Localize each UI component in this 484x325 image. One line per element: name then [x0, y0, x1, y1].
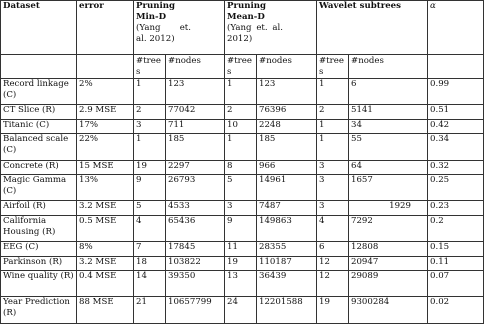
cell-mean-nodes: 76396 — [257, 105, 317, 119]
table-row — [1, 271, 484, 297]
cell-error: 88 MSE — [77, 297, 134, 324]
header-alpha: α — [428, 1, 484, 55]
cell-error: 15 MSE — [77, 160, 134, 174]
cell-mean-nodes: 28355 — [257, 242, 317, 256]
table-row — [1, 105, 484, 119]
min-d-ref-1: (Yang et. — [136, 23, 191, 33]
cell-mean-trees: 5 — [225, 175, 257, 201]
cell-mean-nodes: 14961 — [257, 175, 317, 201]
cell-min-nodes: 123 — [166, 79, 225, 105]
cell-error: 8% — [77, 242, 134, 256]
cell-wav-trees: 4 — [317, 215, 349, 241]
cell-dataset: Wine quality (R) — [1, 271, 77, 297]
subheader-empty-dataset — [1, 55, 77, 79]
cell-min-nodes: 26793 — [166, 175, 225, 201]
min-d-ref-2: al. 2012) — [136, 34, 175, 44]
mean-d-ref-1: (Yang et. al. — [227, 23, 283, 33]
cell-mean-nodes: 110187 — [257, 256, 317, 270]
min-d-title-1: Pruning — [136, 1, 176, 11]
table-row — [1, 175, 484, 201]
cell-min-nodes: 4533 — [166, 201, 225, 215]
cell-dataset: Year Prediction (R) — [1, 297, 77, 324]
cell-mean-trees: 13 — [225, 271, 257, 297]
cell-wav-trees: 2 — [317, 105, 349, 119]
header-dataset: Dataset — [1, 1, 77, 55]
cell-min-trees: 7 — [134, 242, 166, 256]
header-error: error — [77, 1, 134, 55]
cell-min-trees: 3 — [134, 119, 166, 133]
cell-wav-nodes: 12808 — [349, 242, 428, 256]
cell-mean-trees: 2 — [225, 105, 257, 119]
cell-dataset: Balanced scale (C) — [1, 134, 77, 160]
cell-wav-nodes: 5141 — [349, 105, 428, 119]
mean-d-title-2: Mean-D — [227, 12, 265, 22]
cell-wav-nodes: 29089 — [349, 271, 428, 297]
cell-alpha: 0.51 — [428, 105, 484, 119]
header-wavelet-subtrees: Wavelet subtrees — [317, 1, 428, 55]
subheader-mean-nodes: #nodes — [257, 55, 317, 79]
cell-error: 2.9 MSE — [77, 105, 134, 119]
cell-dataset: Record linkage (C) — [1, 79, 77, 105]
cell-mean-nodes: 966 — [257, 160, 317, 174]
cell-alpha: 0.11 — [428, 256, 484, 270]
cell-mean-trees: 8 — [225, 160, 257, 174]
cell-mean-trees: 1 — [225, 79, 257, 105]
cell-wav-nodes: 7292 — [349, 215, 428, 241]
cell-mean-nodes: 185 — [257, 134, 317, 160]
cell-wav-trees: 12 — [317, 271, 349, 297]
cell-dataset: Airfoil (R) — [1, 201, 77, 215]
header-pruning-min-d — [134, 1, 225, 55]
cell-min-trees: 18 — [134, 256, 166, 270]
cell-mean-nodes: 123 — [257, 79, 317, 105]
cell-wav-nodes: 9300284 — [349, 297, 428, 324]
cell-min-nodes: 103822 — [166, 256, 225, 270]
subheader-mean-trees: #trees — [225, 55, 257, 79]
cell-mean-nodes: 36439 — [257, 271, 317, 297]
subheader-wav-trees: #trees — [317, 55, 349, 79]
cell-min-nodes: 39350 — [166, 271, 225, 297]
table-row — [1, 134, 484, 160]
cell-alpha: 0.02 — [428, 297, 484, 324]
cell-mean-nodes: 149863 — [257, 215, 317, 241]
table-header — [1, 1, 484, 79]
cell-wav-nodes: 6 — [349, 79, 428, 105]
cell-mean-trees: 19 — [225, 256, 257, 270]
cell-error: 2% — [77, 79, 134, 105]
cell-alpha: 0.32 — [428, 160, 484, 174]
subheader-min-trees: #trees — [134, 55, 166, 79]
mean-d-title-1: Pruning — [227, 1, 267, 11]
cell-min-nodes: 17845 — [166, 242, 225, 256]
cell-error: 0.4 MSE — [77, 271, 134, 297]
cell-wav-nodes: 55 — [349, 134, 428, 160]
cell-error: 3.2 MSE — [77, 256, 134, 270]
table-body — [1, 79, 484, 324]
cell-error: 22% — [77, 134, 134, 160]
cell-mean-nodes: 2248 — [257, 119, 317, 133]
cell-min-trees: 1 — [134, 134, 166, 160]
cell-wav-trees: 3 — [317, 175, 349, 201]
cell-error: 0.5 MSE — [77, 215, 134, 241]
cell-alpha: 0.34 — [428, 134, 484, 160]
cell-alpha: 0.07 — [428, 271, 484, 297]
cell-alpha: 0.23 — [428, 201, 484, 215]
cell-min-trees: 14 — [134, 271, 166, 297]
table-row — [1, 215, 484, 241]
cell-dataset: EEG (C) — [1, 242, 77, 256]
cell-min-nodes: 711 — [166, 119, 225, 133]
cell-error: 3.2 MSE — [77, 201, 134, 215]
cell-alpha: 0.2 — [428, 215, 484, 241]
cell-dataset: CT Slice (R) — [1, 105, 77, 119]
cell-dataset: Parkinson (R) — [1, 256, 77, 270]
cell-mean-trees: 24 — [225, 297, 257, 324]
subheader-empty-error — [77, 55, 134, 79]
cell-dataset: Titanic (C) — [1, 119, 77, 133]
cell-mean-nodes: 7487 — [257, 201, 317, 215]
cell-alpha: 0.42 — [428, 119, 484, 133]
cell-wav-trees: 6 — [317, 242, 349, 256]
cell-min-nodes: 65436 — [166, 215, 225, 241]
mean-d-ref-2: 2012) — [227, 34, 253, 44]
cell-mean-trees: 3 — [225, 201, 257, 215]
header-row — [1, 1, 484, 55]
header-pruning-mean-d — [225, 1, 317, 55]
subheader-min-nodes: #nodes — [166, 55, 225, 79]
cell-mean-trees: 1 — [225, 134, 257, 160]
cell-dataset: Concrete (R) — [1, 160, 77, 174]
cell-alpha: 0.15 — [428, 242, 484, 256]
cell-mean-trees: 11 — [225, 242, 257, 256]
cell-min-trees: 2 — [134, 105, 166, 119]
cell-alpha: 0.99 — [428, 79, 484, 105]
table-row — [1, 160, 484, 174]
cell-wav-trees: 3 — [317, 160, 349, 174]
subheader-empty-alpha — [428, 55, 484, 79]
cell-min-trees: 5 — [134, 201, 166, 215]
cell-min-nodes: 77042 — [166, 105, 225, 119]
cell-min-nodes: 2297 — [166, 160, 225, 174]
cell-wav-trees: 12 — [317, 256, 349, 270]
table-row — [1, 201, 484, 215]
cell-mean-trees: 9 — [225, 215, 257, 241]
cell-min-trees: 9 — [134, 175, 166, 201]
min-d-title-2: Min-D — [136, 12, 167, 22]
cell-wav-nodes: 1657 — [349, 175, 428, 201]
cell-wav-trees: 1 — [317, 79, 349, 105]
cell-mean-trees: 10 — [225, 119, 257, 133]
cell-min-nodes: 185 — [166, 134, 225, 160]
cell-wav-trees: 1 — [317, 134, 349, 160]
cell-dataset: California Housing (R) — [1, 215, 77, 241]
cell-wav-trees: 3 — [317, 201, 349, 215]
subheader-wav-nodes: #nodes — [349, 55, 428, 79]
cell-min-trees: 1 — [134, 79, 166, 105]
table-row — [1, 79, 484, 105]
cell-mean-nodes: 12201588 — [257, 297, 317, 324]
cell-min-nodes: 10657799 — [166, 297, 225, 324]
cell-wav-nodes: 64 — [349, 160, 428, 174]
cell-alpha: 0.25 — [428, 175, 484, 201]
cell-error: 17% — [77, 119, 134, 133]
cell-error: 13% — [77, 175, 134, 201]
cell-min-trees: 19 — [134, 160, 166, 174]
table-row — [1, 256, 484, 270]
cell-wav-nodes: 34 — [349, 119, 428, 133]
table-row — [1, 242, 484, 256]
table-row — [1, 119, 484, 133]
cell-wav-nodes: 1929 — [349, 201, 428, 215]
cell-min-trees: 4 — [134, 215, 166, 241]
cell-wav-trees: 19 — [317, 297, 349, 324]
subheader-row — [1, 55, 484, 79]
cell-wav-trees: 1 — [317, 119, 349, 133]
table-row — [1, 297, 484, 324]
cell-dataset: Magic Gamma (C) — [1, 175, 77, 201]
cell-wav-nodes: 20947 — [349, 256, 428, 270]
cell-min-trees: 21 — [134, 297, 166, 324]
